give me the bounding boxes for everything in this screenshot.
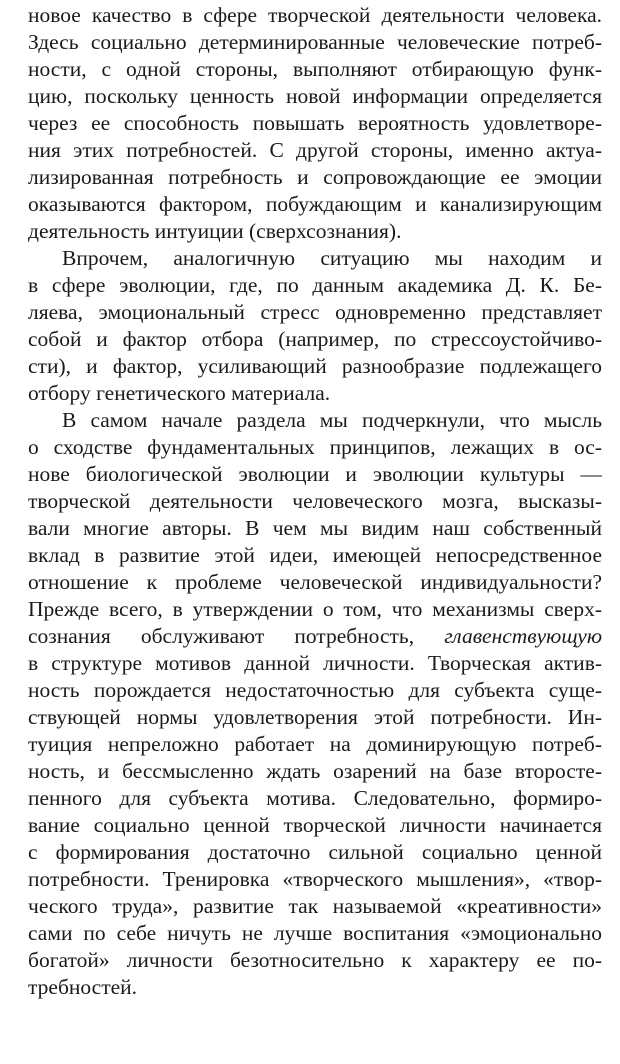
paragraph-first-line: В самом начале раздела мы подчеркнули, что мысль <box>62 408 602 432</box>
text-line: собой и фактор отбора (например, по стрессоустойчиво- <box>28 327 602 351</box>
text-line: творческой деятельности человеческого мозга, высказы- <box>28 489 602 513</box>
text-line: с формирования достаточно сильной социально ценной <box>28 840 602 864</box>
text-line: ческого труда», развитие так называемой «креативности» <box>28 894 602 918</box>
text-line: нове биологической эволюции и эволюции культуры — <box>28 462 602 486</box>
text-line: вание социально ценной творческой личности начинается <box>28 813 602 837</box>
line-text: сознания обслуживают потребность, <box>28 624 415 648</box>
text-line: цию, поскольку ценность новой информации определяется <box>28 84 602 108</box>
text-line: о сходстве фундаментальных принципов, лежащих в ос- <box>28 435 602 459</box>
text-line: требностей. <box>28 975 138 999</box>
text-line: ствующей нормы удовлетворения этой потребности. Ин- <box>28 705 602 729</box>
text-line-with-emphasis <box>28 623 602 650</box>
text-line: вали многие авторы. В чем мы видим наш собственный <box>28 516 602 540</box>
text-line: новое качество в сфере творческой деятельности человека. <box>28 3 602 27</box>
text-line: сами по себе ничуть не лучше воспитания «эмоционально <box>28 921 602 945</box>
text-line: деятельность интуиции (сверхсознания). <box>28 219 402 243</box>
text-line: отношение к проблеме человеческой индивидуальности? <box>28 570 602 594</box>
text-line: лизированная потребность и сопровождающие ее эмоции <box>28 165 602 189</box>
text-line: Здесь социально детерминированные человеческие потреб- <box>28 30 602 54</box>
text-line: вклад в развитие этой идеи, имеющей непосредственное <box>28 543 602 567</box>
text-line: ляева, эмоциональный стресс одновременно представляет <box>28 300 602 324</box>
text-line: оказываются фактором, побуждающим и канализирующим <box>28 192 602 216</box>
emphasized-word: главенствующую <box>444 624 602 648</box>
text-line: пенного для субъекта мотива. Следовательно, формиро- <box>28 786 602 810</box>
text-line: через ее способность повышать вероятность удовлетворе- <box>28 111 602 135</box>
text-line: туиция непреложно работает на доминирующую потреб- <box>28 732 602 756</box>
text-line: ность порождается недостаточностью для субъекта суще- <box>28 678 602 702</box>
text-line: в сфере эволюции, где, по данным академика Д. К. Бе- <box>28 273 602 297</box>
text-line: сти), и фактор, усиливающий разнообразие подлежащего <box>28 354 602 378</box>
paragraph-first-line: Впрочем, аналогичную ситуацию мы находим и <box>62 246 602 270</box>
text-line: ния этих потребностей. С другой стороны, именно актуа- <box>28 138 602 162</box>
text-line: ность, и бессмысленно ждать озарений на базе второсте- <box>28 759 602 783</box>
text-line: отбору генетического материала. <box>28 381 331 405</box>
text-line: богатой» личности безотносительно к характеру ее по- <box>28 948 602 972</box>
text-line: потребности. Тренировка «творческого мышления», «твор- <box>28 867 602 891</box>
text-line: ности, с одной стороны, выполняют отбирающую функ- <box>28 57 602 81</box>
text-line: в структуре мотивов данной личности. Творческая актив- <box>28 651 602 675</box>
text-line: Прежде всего, в утверждении о том, что механизмы сверх- <box>28 597 602 621</box>
